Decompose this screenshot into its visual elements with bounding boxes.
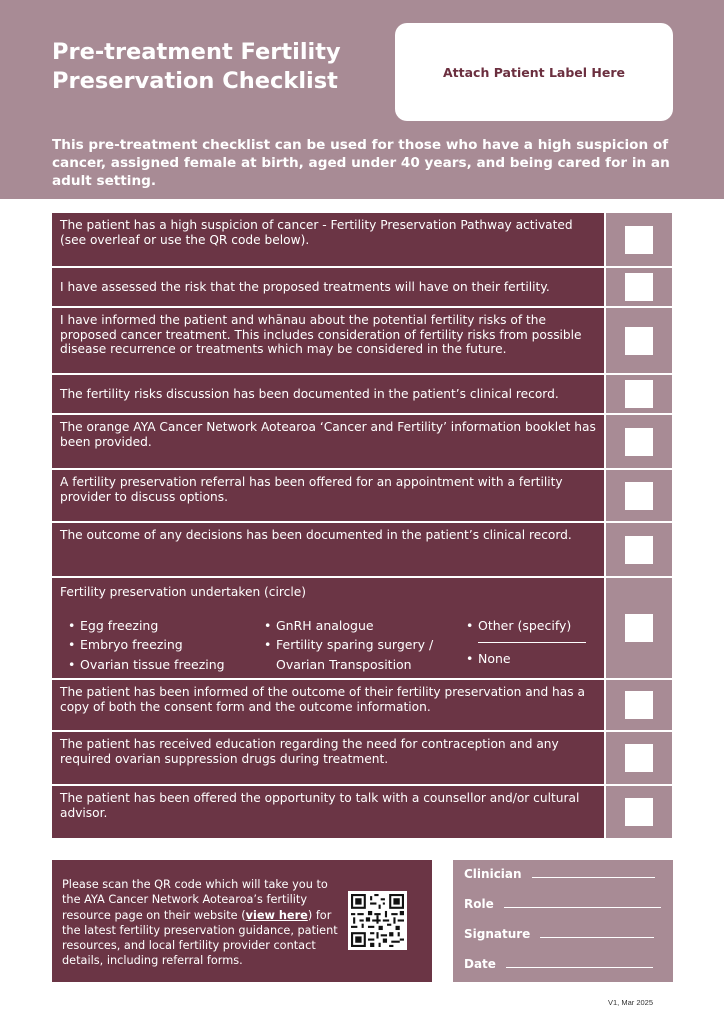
checklist-item-text: The patient has been offered the opportunity to talk with a counsellor and/or cultural advisor. — [52, 786, 604, 838]
checklist-row — [52, 786, 672, 838]
qr-text-after: ) for the latest fertility preservation guidance, patient resources, and local fertility provider contact details, including referral forms. — [62, 908, 338, 968]
checkbox-cell — [606, 732, 672, 784]
checkbox[interactable] — [625, 428, 653, 456]
checkbox-cell — [606, 213, 672, 266]
option-ovarian-tissue-freezing[interactable]: • Ovarian tissue freezing — [66, 655, 262, 675]
checkbox[interactable] — [625, 798, 653, 826]
checkbox[interactable] — [625, 536, 653, 564]
role-label: Role — [464, 897, 494, 911]
patient-label-text: Attach Patient Label Here — [443, 64, 625, 80]
qr-info-panel — [52, 860, 432, 982]
checklist-item-text: The orange AYA Cancer Network Aotearoa ‘Cancer and Fertility’ information booklet has been provided. — [52, 415, 604, 468]
date-field[interactable] — [464, 957, 653, 971]
checklist-row — [52, 268, 672, 306]
checkbox[interactable] — [625, 744, 653, 772]
signature-line[interactable] — [540, 937, 654, 938]
checkbox[interactable] — [625, 327, 653, 355]
checkbox[interactable] — [625, 226, 653, 254]
checkbox[interactable] — [625, 273, 653, 301]
checklist-item-text: A fertility preservation referral has been offered for an appointment with a fertility provider to discuss options. — [52, 470, 604, 521]
checklist-row — [52, 523, 672, 576]
qr-code-graphic — [351, 894, 404, 947]
option-ovarian-transposition[interactable]: Ovarian Transposition — [276, 656, 412, 672]
checklist-row — [52, 732, 672, 784]
option-other-specify[interactable]: • Other (specify) — [464, 616, 594, 636]
checkbox[interactable] — [625, 691, 653, 719]
checkbox[interactable] — [625, 614, 653, 642]
version-label: V1, Mar 2025 — [608, 998, 654, 1007]
specify-line[interactable] — [478, 635, 586, 643]
checklist-item-text: The outcome of any decisions has been documented in the patient’s clinical record. — [52, 523, 604, 576]
checkbox-cell — [606, 470, 672, 521]
header-banner — [0, 0, 724, 199]
date-label: Date — [464, 957, 496, 971]
page-title: Pre-treatment Fertility Preservation Checklist — [52, 39, 341, 94]
fertility-preservation-title: Fertility preservation undertaken (circle) — [60, 585, 306, 599]
role-line[interactable] — [504, 907, 661, 908]
role-field[interactable] — [464, 897, 661, 911]
options-column-3 — [464, 616, 594, 675]
checkbox-cell — [606, 680, 672, 730]
qr-code-icon[interactable] — [348, 891, 407, 950]
options-column-2 — [262, 616, 464, 675]
clinician-field[interactable] — [464, 867, 655, 881]
checklist-item-text: I have assessed the risk that the proposed treatments will have on their fertility. — [52, 268, 604, 306]
fertility-preservation-block — [52, 578, 604, 678]
checklist-item-text: The patient has a high suspicion of cancer - Fertility Preservation Pathway activated (see overleaf or use the QR code below). — [52, 213, 604, 266]
option-embryo-freezing[interactable]: • Embryo freezing — [66, 635, 262, 655]
option-none[interactable]: • None — [464, 649, 594, 669]
checkbox[interactable] — [625, 380, 653, 408]
checkbox-cell — [606, 268, 672, 306]
page-subtitle: This pre-treatment checklist can be used for those who have a high suspicion of cancer, assigned female at birth, aged under 40 years, and being cared for in an adult setting. — [52, 137, 670, 189]
view-here-link[interactable]: view here — [245, 908, 308, 922]
checkbox-cell — [606, 578, 672, 678]
checkbox[interactable] — [625, 482, 653, 510]
clinician-label: Clinician — [464, 867, 522, 881]
checkbox-cell — [606, 308, 672, 373]
clinician-line[interactable] — [532, 877, 655, 878]
checklist-item-text: The fertility risks discussion has been documented in the patient’s clinical record. — [52, 375, 604, 413]
checklist-row — [52, 470, 672, 521]
checklist-row-fertility-preservation — [52, 578, 672, 678]
checklist-item-text: I have informed the patient and whānau about the potential fertility risks of the proposed cancer treatment. This includes consideration of fertility risks from possible disease recurrence or treatments which may be considered in the future. — [52, 308, 604, 373]
checklist-item-text: The patient has received education regarding the need for contraception and any required ovarian suppression drugs during treatment. — [52, 732, 604, 784]
checkbox-cell — [606, 375, 672, 413]
fertility-preservation-options — [60, 616, 596, 675]
date-line[interactable] — [506, 967, 653, 968]
option-egg-freezing[interactable]: • Egg freezing — [66, 616, 262, 636]
checklist-item-text: The patient has been informed of the outcome of their fertility preservation and has a copy of both the consent form and the outcome information. — [52, 680, 604, 730]
checklist-row — [52, 415, 672, 468]
signature-field[interactable] — [464, 927, 654, 941]
checklist-row — [52, 213, 672, 266]
option-fertility-sparing-surgery[interactable]: • Fertility sparing surgery / — [262, 635, 464, 655]
patient-label-box — [395, 23, 673, 121]
checklist-row — [52, 308, 672, 373]
qr-info-text — [62, 877, 342, 969]
checkbox-cell — [606, 415, 672, 468]
checkbox-cell — [606, 523, 672, 576]
signature-label: Signature — [464, 927, 531, 941]
qr-text-before: Please scan the QR code which will take you to the AYA Cancer Network Aotearoa’s fertility resource page on their website ( — [62, 878, 328, 922]
checklist-row — [52, 375, 672, 413]
options-column-1 — [66, 616, 262, 675]
option-gnrh-analogue[interactable]: • GnRH analogue — [262, 616, 464, 636]
checkbox-cell — [606, 786, 672, 838]
checklist-row — [52, 680, 672, 730]
signature-panel — [453, 860, 673, 982]
